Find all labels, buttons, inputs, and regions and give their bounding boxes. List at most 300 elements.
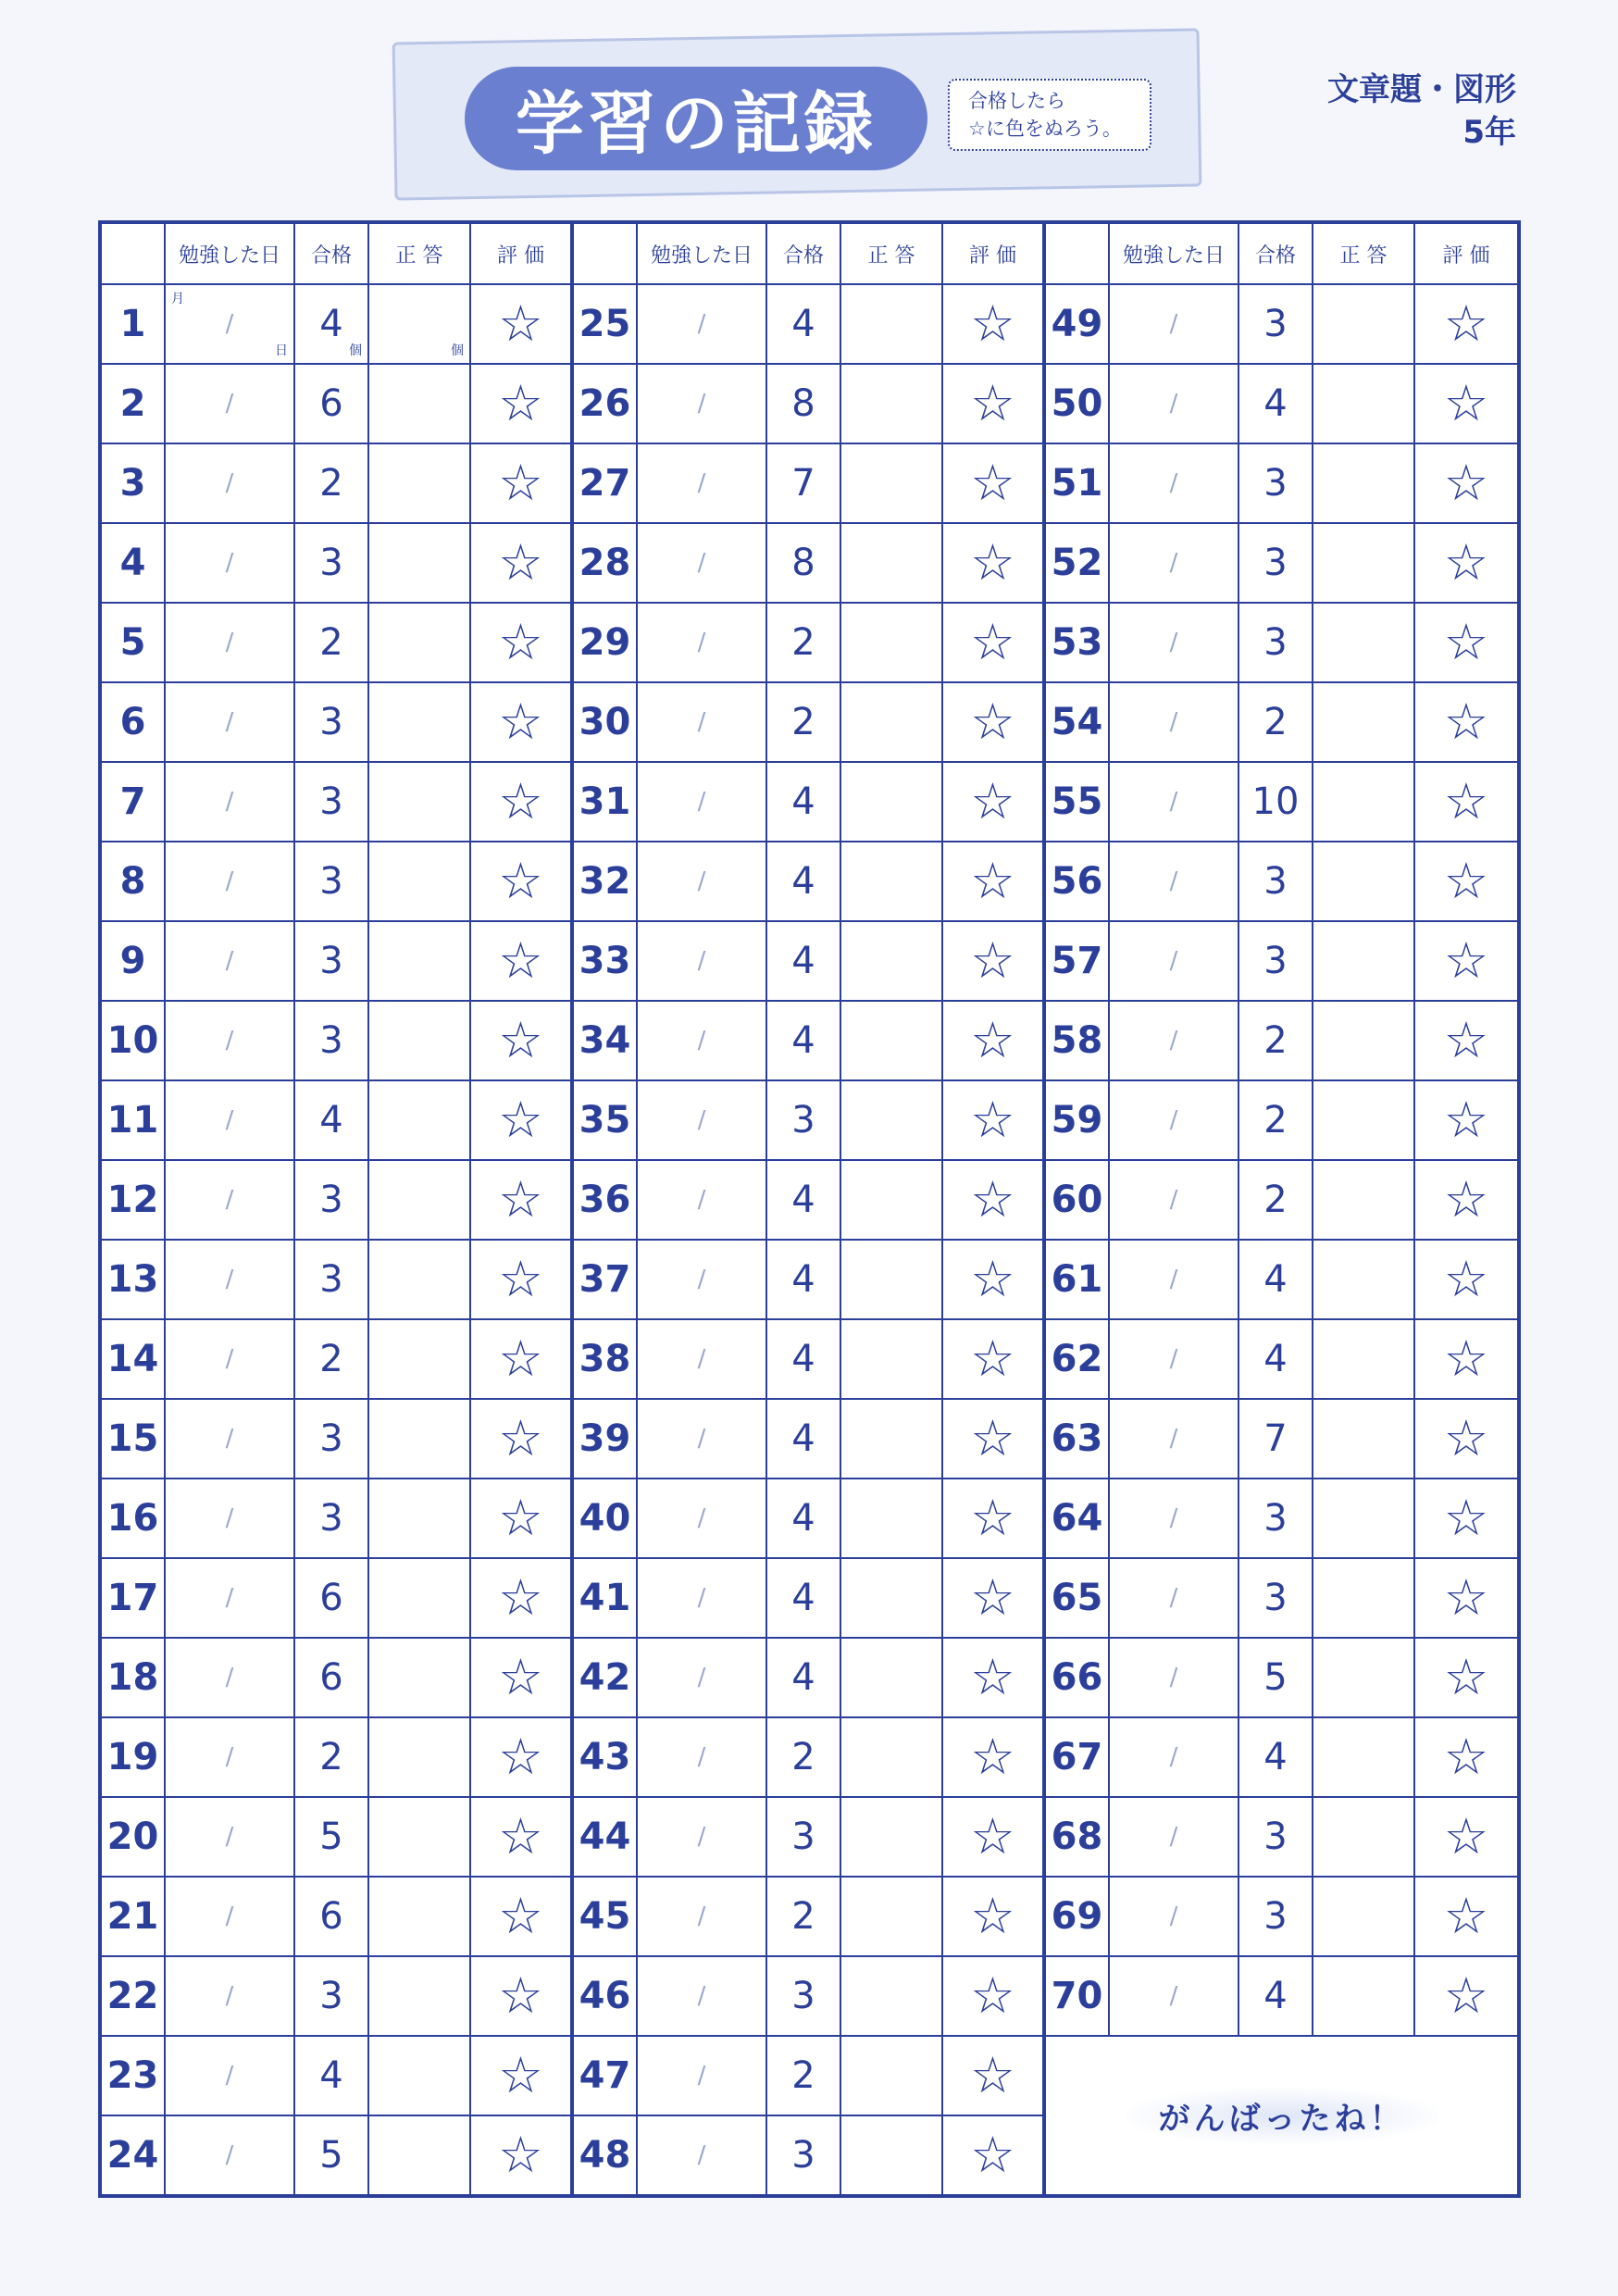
rating-star-icon[interactable]: ☆ [942, 1797, 1044, 1877]
date-slash: / [1169, 947, 1178, 975]
correct-answers-cell[interactable] [840, 1319, 942, 1399]
date-cell[interactable] [1109, 1240, 1238, 1319]
entry-number: 27 [572, 443, 637, 523]
table-row [100, 842, 1519, 921]
correct-answers-cell[interactable] [1313, 1877, 1414, 1956]
correct-answers-cell[interactable] [840, 1956, 942, 2036]
date-cell[interactable] [165, 1558, 294, 1638]
correct-answers-cell[interactable] [840, 523, 942, 603]
date-cell[interactable] [637, 1160, 766, 1240]
date-cell[interactable] [1109, 523, 1238, 603]
entry-number: 68 [1044, 1797, 1109, 1877]
correct-answers-cell[interactable] [368, 1558, 470, 1638]
correct-answers-cell[interactable] [1313, 603, 1414, 682]
rating-star-icon[interactable]: ☆ [470, 1001, 572, 1080]
correct-answers-cell[interactable] [368, 1638, 470, 1717]
pass-count: 4 [766, 284, 840, 364]
entry-number: 26 [572, 364, 637, 443]
correct-answers-cell[interactable] [368, 603, 470, 682]
rating-star-icon[interactable]: ☆ [470, 842, 572, 921]
rating-star-icon[interactable]: ☆ [942, 1319, 1044, 1399]
correct-header: 正 答 [1313, 222, 1414, 284]
date-cell[interactable] [165, 1717, 294, 1797]
correct-answers-cell[interactable] [840, 1399, 942, 1479]
date-cell[interactable] [637, 1877, 766, 1956]
pass-count: 2 [294, 1319, 368, 1399]
entry-number: 13 [100, 1240, 165, 1319]
correct-answers-cell[interactable] [368, 1956, 470, 2036]
rating-star-icon[interactable]: ☆ [942, 682, 1044, 762]
date-header: 勉強した日 [165, 222, 294, 284]
date-cell[interactable] [165, 1160, 294, 1240]
rating-star-icon[interactable]: ☆ [470, 1558, 572, 1638]
correct-answers-cell[interactable] [840, 443, 942, 523]
rating-star-icon[interactable]: ☆ [470, 1717, 572, 1797]
pass-count: 6 [294, 364, 368, 443]
date-slash: / [225, 788, 234, 816]
date-cell[interactable] [637, 1001, 766, 1080]
pass-count: 4 [1238, 1319, 1313, 1399]
rating-star-icon[interactable]: ☆ [470, 921, 572, 1001]
correct-answers-cell[interactable] [368, 682, 470, 762]
entry-number: 48 [572, 2115, 637, 2196]
date-cell[interactable] [637, 603, 766, 682]
date-cell[interactable] [165, 364, 294, 443]
rating-star-icon[interactable]: ☆ [942, 1877, 1044, 1956]
date-slash: / [697, 947, 706, 975]
entry-number: 40 [572, 1479, 637, 1558]
rating-star-icon[interactable]: ☆ [470, 1479, 572, 1558]
rating-star-icon[interactable]: ☆ [470, 1638, 572, 1717]
correct-answers-cell[interactable] [1313, 523, 1414, 603]
rating-star-icon[interactable]: ☆ [942, 1080, 1044, 1160]
correct-answers-cell[interactable] [840, 682, 942, 762]
pass-count: 4 [766, 762, 840, 842]
rating-star-icon[interactable]: ☆ [942, 1160, 1044, 1240]
correct-answers-cell[interactable] [368, 1001, 470, 1080]
date-slash: / [1169, 629, 1178, 656]
correct-answers-cell[interactable] [368, 2115, 470, 2196]
correct-answers-cell[interactable] [368, 1877, 470, 1956]
month-label: 月 [171, 292, 184, 306]
date-cell[interactable] [165, 2036, 294, 2115]
entry-number: 33 [572, 921, 637, 1001]
date-cell[interactable] [1109, 921, 1238, 1001]
subject-name: 文章題・図形 [1327, 71, 1516, 108]
table-row [100, 364, 1519, 443]
date-cell[interactable] [165, 1479, 294, 1558]
entry-number: 16 [100, 1479, 165, 1558]
rating-star-icon[interactable]: ☆ [942, 1558, 1044, 1638]
correct-answers-cell[interactable] [1313, 1240, 1414, 1319]
correct-answers-cell[interactable] [1313, 1319, 1414, 1399]
date-slash: / [1169, 469, 1178, 497]
correct-answers-cell[interactable] [840, 2036, 942, 2115]
date-cell[interactable] [637, 523, 766, 603]
date-slash: / [1169, 708, 1178, 736]
correct-answers-cell[interactable] [368, 523, 470, 603]
date-cell[interactable] [165, 1956, 294, 2036]
date-cell[interactable] [1109, 1558, 1238, 1638]
correct-answers-cell[interactable] [840, 1558, 942, 1638]
rating-star-icon[interactable]: ☆ [1414, 1479, 1519, 1558]
rating-star-icon[interactable]: ☆ [1414, 284, 1519, 364]
rating-star-icon[interactable]: ☆ [1414, 1877, 1519, 1956]
date-cell[interactable] [165, 682, 294, 762]
date-cell[interactable] [637, 1240, 766, 1319]
entry-number: 32 [572, 842, 637, 921]
date-cell[interactable] [165, 523, 294, 603]
rating-star-icon[interactable]: ☆ [470, 682, 572, 762]
correct-answers-cell[interactable] [1313, 1638, 1414, 1717]
rating-star-icon[interactable]: ☆ [1414, 1240, 1519, 1319]
date-cell[interactable] [1109, 1717, 1238, 1797]
correct-answers-cell[interactable] [368, 2036, 470, 2115]
date-slash: / [697, 1425, 706, 1453]
correct-answers-cell[interactable] [1313, 1080, 1414, 1160]
table-row [100, 1319, 1519, 1399]
date-cell[interactable] [165, 1001, 294, 1080]
rating-star-icon[interactable]: ☆ [1414, 1797, 1519, 1877]
pass-count: 3 [766, 2115, 840, 2196]
date-cell[interactable] [165, 921, 294, 1001]
rating-star-icon[interactable]: ☆ [942, 1479, 1044, 1558]
date-cell[interactable] [1109, 762, 1238, 842]
entry-number: 46 [572, 1956, 637, 2036]
entry-number: 6 [100, 682, 165, 762]
correct-answers-cell[interactable] [840, 2115, 942, 2196]
correct-answers-cell[interactable] [840, 1717, 942, 1797]
pass-count: 5 [1238, 1638, 1313, 1717]
correct-answers-cell[interactable] [1313, 762, 1414, 842]
date-cell[interactable] [1109, 1160, 1238, 1240]
rating-star-icon[interactable]: ☆ [1414, 842, 1519, 921]
pass-count: 2 [1238, 1160, 1313, 1240]
pass-count: 4 [766, 1319, 840, 1399]
rating-star-icon[interactable]: ☆ [470, 1080, 572, 1160]
correct-answers-cell[interactable] [1313, 1797, 1414, 1877]
correct-answers-cell[interactable] [368, 762, 470, 842]
rating-star-icon[interactable]: ☆ [942, 603, 1044, 682]
date-cell[interactable] [637, 762, 766, 842]
rating-star-icon[interactable]: ☆ [942, 762, 1044, 842]
pass-count: 7 [1238, 1399, 1313, 1479]
pass-header: 合格 [294, 222, 368, 284]
table-row [100, 603, 1519, 682]
entry-number: 69 [1044, 1877, 1109, 1956]
rating-star-icon[interactable]: ☆ [1414, 1717, 1519, 1797]
pass-count: 2 [766, 603, 840, 682]
date-cell[interactable] [637, 1080, 766, 1160]
date-cell[interactable] [165, 1319, 294, 1399]
rating-star-icon[interactable]: ☆ [942, 921, 1044, 1001]
rating-star-icon[interactable]: ☆ [942, 284, 1044, 364]
date-cell[interactable] [165, 1399, 294, 1479]
pass-count: 3 [294, 1160, 368, 1240]
correct-answers-cell[interactable] [1313, 1160, 1414, 1240]
pass-count: 3 [294, 1956, 368, 2036]
correct-answers-cell[interactable] [1313, 682, 1414, 762]
date-slash: / [697, 1584, 706, 1612]
date-cell[interactable] [165, 1240, 294, 1319]
date-slash: / [1169, 390, 1178, 418]
rating-star-icon[interactable]: ☆ [1414, 1319, 1519, 1399]
pass-count: 2 [1238, 1080, 1313, 1160]
date-cell[interactable] [165, 1877, 294, 1956]
date-slash: / [225, 390, 234, 418]
correct-answers-cell[interactable] [1313, 1479, 1414, 1558]
correct-answers-cell[interactable] [368, 1080, 470, 1160]
rating-star-icon[interactable]: ☆ [1414, 1638, 1519, 1717]
date-slash: / [697, 1823, 706, 1851]
date-cell[interactable] [165, 603, 294, 682]
date-slash: / [225, 1903, 234, 1930]
number-header [572, 222, 637, 284]
rating-star-icon[interactable]: ☆ [1414, 682, 1519, 762]
date-cell[interactable] [637, 1479, 766, 1558]
date-cell[interactable] [1109, 1399, 1238, 1479]
rating-star-icon[interactable]: ☆ [470, 284, 572, 364]
pass-header: 合格 [1238, 222, 1313, 284]
date-slash: / [1169, 1186, 1178, 1214]
date-cell[interactable] [1109, 603, 1238, 682]
rating-header: 評 価 [1414, 222, 1519, 284]
rating-star-icon[interactable]: ☆ [470, 364, 572, 443]
date-cell[interactable] [637, 1558, 766, 1638]
date-cell[interactable] [637, 1319, 766, 1399]
rating-star-icon[interactable]: ☆ [1414, 603, 1519, 682]
rating-star-icon[interactable]: ☆ [470, 2115, 572, 2196]
date-slash: / [1169, 1823, 1178, 1851]
correct-answers-cell[interactable] [368, 284, 470, 364]
rating-star-icon[interactable]: ☆ [1414, 1558, 1519, 1638]
date-cell[interactable] [1109, 443, 1238, 523]
date-cell[interactable] [1109, 364, 1238, 443]
rating-star-icon[interactable]: ☆ [942, 1638, 1044, 1717]
date-cell[interactable] [1109, 1001, 1238, 1080]
correct-answers-cell[interactable] [840, 762, 942, 842]
rating-star-icon[interactable]: ☆ [942, 1717, 1044, 1797]
correct-header: 正 答 [840, 222, 942, 284]
pass-count: 4 [766, 1399, 840, 1479]
entry-number: 56 [1044, 842, 1109, 921]
correct-answers-cell[interactable] [840, 1001, 942, 1080]
correct-answers-cell[interactable] [1313, 1001, 1414, 1080]
date-cell[interactable] [165, 2115, 294, 2196]
pass-count: 3 [294, 842, 368, 921]
pass-count: 2 [766, 2036, 840, 2115]
date-cell[interactable] [637, 921, 766, 1001]
rating-star-icon[interactable]: ☆ [942, 1399, 1044, 1479]
entry-number: 18 [100, 1638, 165, 1717]
pass-count: 3 [1238, 523, 1313, 603]
rating-star-icon[interactable]: ☆ [1414, 443, 1519, 523]
correct-answers-cell[interactable] [1313, 1558, 1414, 1638]
pass-count: 10 [1238, 762, 1313, 842]
entry-number: 52 [1044, 523, 1109, 603]
correct-answers-cell[interactable] [368, 1319, 470, 1399]
rating-star-icon[interactable]: ☆ [470, 1319, 572, 1399]
correct-answers-cell[interactable] [840, 1877, 942, 1956]
rating-star-icon[interactable]: ☆ [470, 1399, 572, 1479]
correct-answers-cell[interactable] [840, 921, 942, 1001]
entry-number: 49 [1044, 284, 1109, 364]
rating-star-icon[interactable]: ☆ [470, 1797, 572, 1877]
entry-number: 8 [100, 842, 165, 921]
date-cell[interactable] [1109, 682, 1238, 762]
rating-star-icon[interactable]: ☆ [942, 523, 1044, 603]
pass-count: 4 [766, 1558, 840, 1638]
correct-answers-cell[interactable] [368, 1479, 470, 1558]
date-cell[interactable] [165, 842, 294, 921]
date-slash: / [225, 2062, 234, 2090]
correct-answers-cell[interactable] [1313, 284, 1414, 364]
correct-answers-cell[interactable] [840, 1160, 942, 1240]
rating-star-icon[interactable]: ☆ [470, 443, 572, 523]
date-cell[interactable] [637, 842, 766, 921]
pass-count: 3 [1238, 921, 1313, 1001]
date-slash: / [225, 1106, 234, 1134]
pass-count: 2 [294, 1717, 368, 1797]
correct-answers-cell[interactable] [840, 1240, 942, 1319]
rating-star-icon[interactable]: ☆ [942, 1956, 1044, 2036]
rating-star-icon[interactable]: ☆ [470, 762, 572, 842]
rating-star-icon[interactable]: ☆ [470, 603, 572, 682]
correct-answers-cell[interactable] [1313, 1956, 1414, 2036]
pass-count: 3 [294, 762, 368, 842]
rating-star-icon[interactable]: ☆ [470, 1877, 572, 1956]
pass-count: 4 [1238, 1240, 1313, 1319]
date-cell[interactable] [165, 1638, 294, 1717]
date-cell[interactable] [1109, 1797, 1238, 1877]
entry-number: 12 [100, 1160, 165, 1240]
date-cell[interactable] [637, 1638, 766, 1717]
correct-answers-cell[interactable] [840, 1479, 942, 1558]
rating-star-icon[interactable]: ☆ [1414, 1080, 1519, 1160]
date-cell[interactable] [637, 284, 766, 364]
rating-star-icon[interactable]: ☆ [1414, 921, 1519, 1001]
correct-answers-cell[interactable] [368, 1160, 470, 1240]
date-cell[interactable] [1109, 842, 1238, 921]
correct-answers-cell[interactable] [840, 1797, 942, 1877]
correct-answers-cell[interactable] [368, 921, 470, 1001]
rating-star-icon[interactable]: ☆ [1414, 1160, 1519, 1240]
correct-answers-cell[interactable] [840, 284, 942, 364]
date-cell[interactable] [637, 1399, 766, 1479]
date-cell[interactable] [1109, 1877, 1238, 1956]
date-cell[interactable] [637, 2115, 766, 2196]
correct-answers-cell[interactable] [368, 1797, 470, 1877]
entry-number: 4 [100, 523, 165, 603]
correct-answers-cell[interactable] [368, 364, 470, 443]
entry-number: 20 [100, 1797, 165, 1877]
rating-star-icon[interactable]: ☆ [470, 1240, 572, 1319]
rating-star-icon[interactable]: ☆ [942, 364, 1044, 443]
entry-number: 25 [572, 284, 637, 364]
date-cell[interactable] [165, 762, 294, 842]
date-cell[interactable] [165, 1797, 294, 1877]
entry-number: 62 [1044, 1319, 1109, 1399]
pass-count: 3 [294, 1240, 368, 1319]
date-cell[interactable] [637, 1956, 766, 2036]
date-cell[interactable] [637, 443, 766, 523]
pass-count: 3 [766, 1080, 840, 1160]
note-line-1: 合格したら [968, 90, 1065, 112]
note-line-2: ☆に色をぬろう。 [968, 118, 1122, 140]
date-cell[interactable] [1109, 284, 1238, 364]
number-header [1044, 222, 1109, 284]
date-cell[interactable] [637, 2036, 766, 2115]
rating-star-icon[interactable]: ☆ [1414, 1399, 1519, 1479]
rating-star-icon[interactable]: ☆ [1414, 1956, 1519, 2036]
rating-star-icon[interactable]: ☆ [470, 523, 572, 603]
entry-number: 23 [100, 2036, 165, 2115]
rating-star-icon[interactable]: ☆ [942, 1240, 1044, 1319]
date-slash: / [697, 310, 706, 338]
correct-answers-cell[interactable] [368, 842, 470, 921]
correct-answers-cell[interactable] [840, 603, 942, 682]
rating-star-icon[interactable]: ☆ [1414, 523, 1519, 603]
rating-star-icon[interactable]: ☆ [1414, 364, 1519, 443]
date-cell[interactable] [165, 1080, 294, 1160]
pass-count: 3 [294, 1399, 368, 1479]
correct-answers-cell[interactable] [1313, 842, 1414, 921]
pass-header: 合格 [766, 222, 840, 284]
pass-count: 3 [1238, 443, 1313, 523]
rating-star-icon[interactable]: ☆ [942, 1001, 1044, 1080]
date-cell[interactable] [1109, 1479, 1238, 1558]
correct-answers-cell[interactable] [1313, 443, 1414, 523]
date-cell[interactable] [637, 1717, 766, 1797]
entry-number: 47 [572, 2036, 637, 2115]
date-slash: / [225, 2141, 234, 2169]
correct-answers-cell[interactable] [368, 1240, 470, 1319]
rating-star-icon[interactable]: ☆ [1414, 762, 1519, 842]
rating-star-icon[interactable]: ☆ [1414, 1001, 1519, 1080]
rating-star-icon[interactable]: ☆ [470, 2036, 572, 2115]
date-cell[interactable] [1109, 1956, 1238, 2036]
date-cell[interactable] [637, 682, 766, 762]
correct-answers-cell[interactable] [368, 1399, 470, 1479]
rating-star-icon[interactable]: ☆ [942, 443, 1044, 523]
correct-answers-cell[interactable] [840, 1080, 942, 1160]
pass-count: 3 [1238, 1479, 1313, 1558]
correct-answers-cell[interactable] [840, 1638, 942, 1717]
correct-answers-cell[interactable] [368, 443, 470, 523]
correct-answers-cell[interactable] [368, 1717, 470, 1797]
rating-star-icon[interactable]: ☆ [470, 1160, 572, 1240]
date-slash: / [697, 1504, 706, 1532]
date-cell[interactable] [637, 364, 766, 443]
correct-answers-cell[interactable] [1313, 1717, 1414, 1797]
date-cell[interactable] [1109, 1638, 1238, 1717]
correct-answers-cell[interactable] [840, 364, 942, 443]
correct-answers-cell[interactable] [1313, 1399, 1414, 1479]
date-cell[interactable] [165, 443, 294, 523]
rating-star-icon[interactable]: ☆ [942, 2115, 1044, 2196]
date-cell[interactable] [637, 1797, 766, 1877]
correct-answers-cell[interactable] [1313, 921, 1414, 1001]
date-cell[interactable] [1109, 1080, 1238, 1160]
rating-star-icon[interactable]: ☆ [470, 1956, 572, 2036]
record-table [98, 220, 1521, 2198]
rating-star-icon[interactable]: ☆ [942, 2036, 1044, 2115]
correct-answers-cell[interactable] [840, 842, 942, 921]
rating-star-icon[interactable]: ☆ [942, 842, 1044, 921]
date-cell[interactable] [165, 284, 294, 364]
correct-answers-cell[interactable] [1313, 364, 1414, 443]
date-cell[interactable] [1109, 1319, 1238, 1399]
